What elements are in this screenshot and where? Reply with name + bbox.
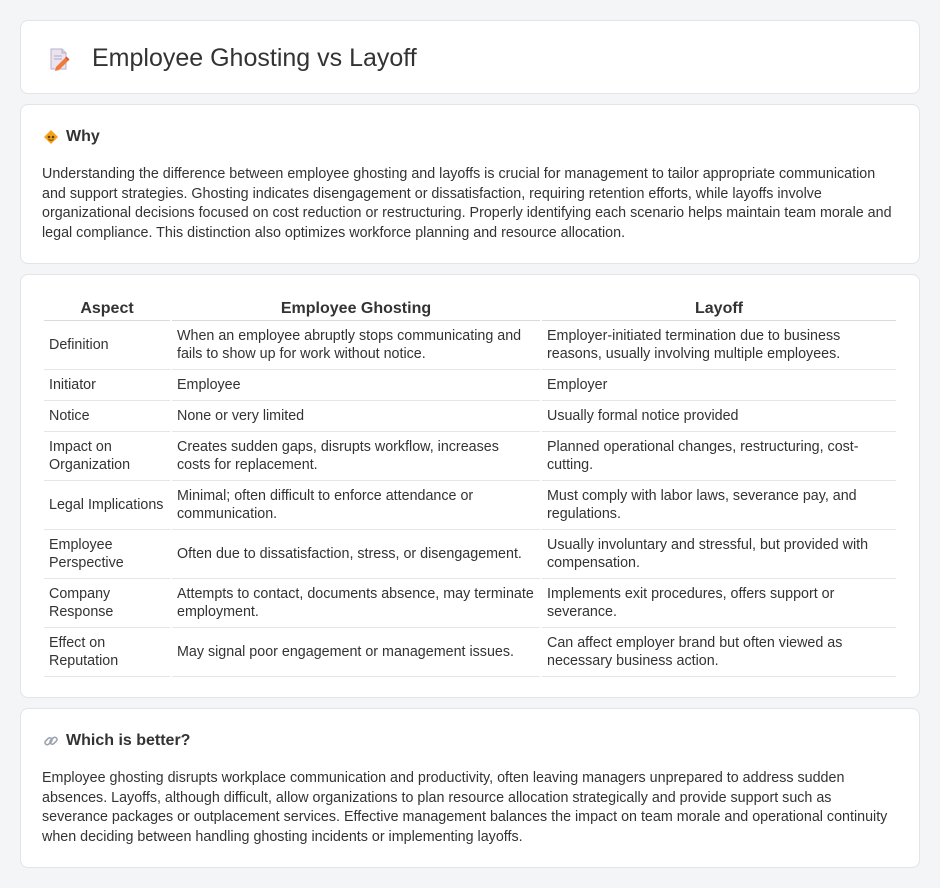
page-title: Employee Ghosting vs Layoff [92,44,417,72]
table-row [44,579,896,628]
layoff-cell: Planned operational changes, restructuring, cost-cutting. [542,432,896,481]
aspect-cell: Employee Perspective [44,530,170,579]
column-header-ghosting: Employee Ghosting [172,297,540,321]
layoff-cell: Must comply with labor laws, severance pay, and regulations. [542,481,896,530]
table-row [44,370,896,401]
link-icon [42,732,60,750]
ghosting-cell: When an employee abruptly stops communicating and fails to show up for work without notice. [172,321,540,370]
ghosting-cell: Minimal; often difficult to enforce attendance or communication. [172,481,540,530]
table-row [44,628,896,677]
layoff-cell: Usually formal notice provided [542,401,896,432]
warning-diamond-icon [42,128,60,146]
why-heading [42,127,100,147]
table-header-row [44,297,896,321]
ghosting-cell: None or very limited [172,401,540,432]
table-row [44,401,896,432]
aspect-cell: Legal Implications [44,481,170,530]
layoff-cell: Employer [542,370,896,401]
document-pencil-icon [48,47,70,71]
aspect-cell: Notice [44,401,170,432]
why-title: Why [66,128,100,145]
layoff-cell: Usually involuntary and stressful, but provided with compensation. [542,530,896,579]
better-title: Which is better? [66,732,191,749]
which-is-better-section [20,708,920,868]
comparison-table [42,297,898,677]
aspect-cell: Impact on Organization [44,432,170,481]
why-section [20,104,920,264]
layoff-cell: Implements exit procedures, offers support or severance. [542,579,896,628]
comparison-table-card [20,274,920,698]
header-card [20,20,920,94]
aspect-cell: Company Response [44,579,170,628]
column-header-layoff: Layoff [542,297,896,321]
aspect-cell: Effect on Reputation [44,628,170,677]
table-row [44,432,896,481]
table-row [44,481,896,530]
ghosting-cell: May signal poor engagement or management issues. [172,628,540,677]
ghosting-cell: Often due to dissatisfaction, stress, or disengagement. [172,530,540,579]
column-header-aspect: Aspect [44,297,170,321]
aspect-cell: Definition [44,321,170,370]
ghosting-cell: Employee [172,370,540,401]
ghosting-cell: Creates sudden gaps, disrupts workflow, increases costs for replacement. [172,432,540,481]
table-row [44,530,896,579]
why-body: Understanding the difference between employee ghosting and layoffs is crucial for management to tailor appropriate communication and support strategies. Ghosting indicates disengagement or dissatisfaction, requiring retention efforts, while layoffs involve organizational decisions focused on cost reduction or restructuring. Properly identifying each scenario helps maintain team morale and legal compliance. This distinction also optimizes workforce planning and resource allocation. [42,166,892,241]
better-body: Employee ghosting disrupts workplace communication and productivity, often leaving managers unprepared to address sudden absences. Layoffs, although difficult, allow organizations to plan resource allocation strategically and provide support such as severance packages or outplacement services. Effective management balances the impact on team morale and operational continuity when deciding between handling ghosting incidents or implementing layoffs. [42,770,888,845]
aspect-cell: Initiator [44,370,170,401]
ghosting-cell: Attempts to contact, documents absence, may terminate employment. [172,579,540,628]
layoff-cell: Can affect employer brand but often viewed as necessary business action. [542,628,896,677]
better-heading [42,731,190,751]
table-row [44,321,896,370]
layoff-cell: Employer-initiated termination due to business reasons, usually involving multiple employees. [542,321,896,370]
